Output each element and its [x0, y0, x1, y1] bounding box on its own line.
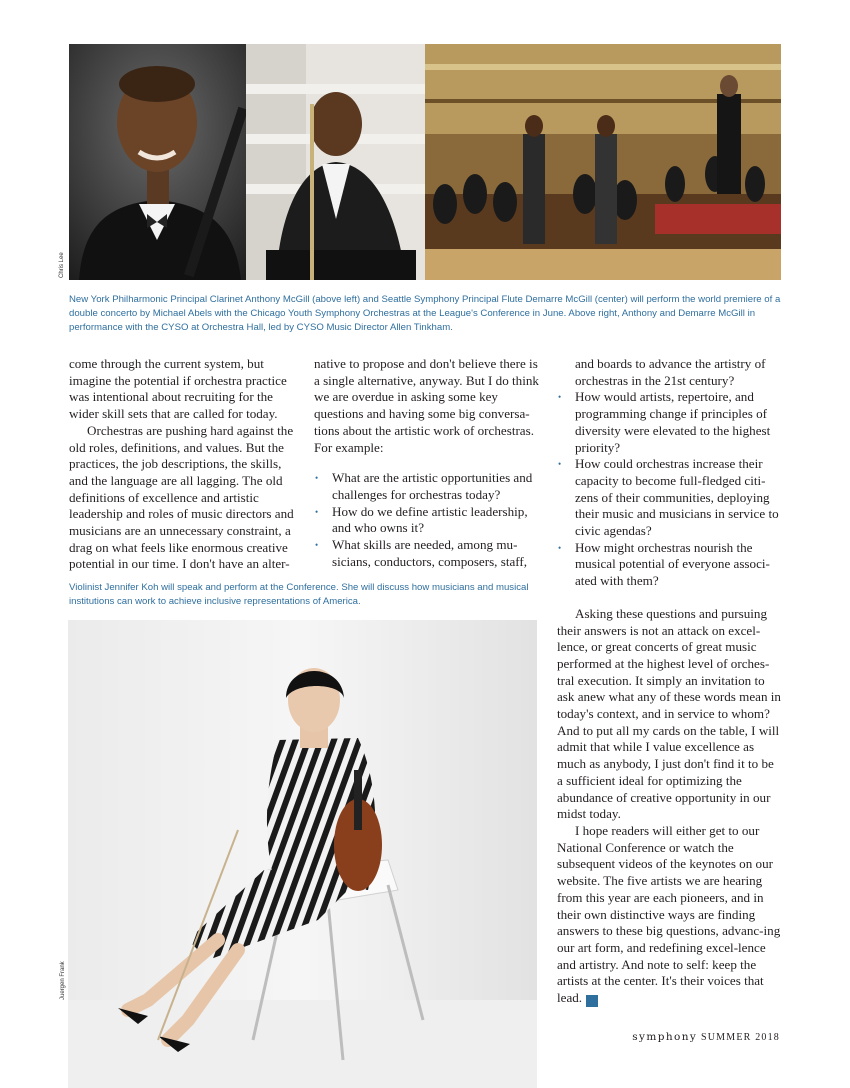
photo-credit-chris-lee: Chris Lee: [59, 252, 65, 278]
photo-demarre-mcgill: [246, 44, 425, 280]
list-item: • How would artists, repertoire, and programming change if principles of diversity were elevated to the highest priority?: [557, 389, 782, 456]
photo-jennifer-koh: [68, 620, 537, 1088]
paragraph: Asking these questions and pursuing their answers is not an attack on excel-lence, or great concerts of great music performed at the highest level of orches-tral execution. It simply an invitation to ask anew what any of these words mean in today's context, and in service to whom? And to put all my cards on the table, I will admit that while I value excellence as much as anybody, I just don't find it to be a sufficient ideal for optimizing the abundance of creative opportunity in our midst today.: [557, 605, 781, 822]
paragraph: come through the current system, but imagine the potential if orchestra practice was intentional about recruiting for the wider skill sets that are called for today.: [69, 356, 287, 422]
list-item: • How could orchestras increase their capacity to become full-fledged citi-zens of their communities, deploying their music and musicians in service to civic agendas?: [557, 456, 782, 540]
question-list: [314, 470, 542, 570]
photo-anthony-mcgill: [69, 44, 246, 280]
caption-mcgill-brothers: New York Philharmonic Principal Clarinet Anthony McGill (above left) and Seattle Symphony Principal Flute Demarre McGill (center) will perform the world premiere of a double concerto by Michael Abels with the Chicago Youth Symphony Orchestras at the League's Conference in June. Above right, Anthony and Demarre McGill in performance with the CYSO at Orchestra Hall, led by CYSO Music Director Allen Tinkham.: [69, 294, 781, 334]
paragraph: and boards to advance the artistry of orchestras in the 21st century?: [575, 356, 766, 388]
caption-jennifer-koh: Violinist Jennifer Koh will speak and perform at the Conference. She will discuss how musicians and musical institutions can work to achieve inclusive representations of America.: [69, 582, 529, 608]
article-column-2: [314, 356, 542, 570]
photo-credit-juergen-frank: Juergen Frank: [60, 961, 66, 1000]
list-item: • What skills are needed, among mu-sicians, conductors, composers, staff,: [314, 537, 542, 570]
end-mark-icon: S: [586, 995, 598, 1007]
list-item: • How do we define artistic leadership, and who owns it?: [314, 504, 542, 537]
issue-label: SUMMER 2018: [700, 1032, 780, 1043]
list-item: • How might orchestras nourish the musical potential of everyone associ-ated with them?: [557, 540, 782, 590]
paragraph-text: I hope readers will either get to our National Conference or watch the subsequent videos of the keynotes on our website. The five artists we are hearing from this year are each pioneers, and in their own distinctive ways are finding answers to these big questions, advanc-ing our art form, and redefining excel-lence and artistry. And note to self: keep the artists at the center. It's their voices that lead.: [557, 822, 781, 1006]
page-footer: [632, 1031, 780, 1043]
list-item: • What are the artistic opportunities and challenges for orchestras today?: [314, 470, 542, 503]
question-list-continued: [557, 389, 782, 589]
article-column-3: [557, 356, 782, 1007]
paragraph: native to propose and don't believe there is a single alternative, anyway. But I do think we are overdue in asking some key questions and having some big conversa-tions about the artistic work of orchestras. For example:: [314, 356, 539, 455]
paragraph: Orchestras are pushing hard against the old roles, definitions, and values. But the practices, the job descriptions, the skills, and the language are all lagging. The old definitions of excellence and artistic leadership and roles of music directors and musicians are an unnecessary constraint, a drag on what feels like enormous creative potential in our time. I don't have an alter-: [69, 422, 294, 572]
magazine-name: symphony: [632, 1031, 698, 1043]
paragraph: [557, 823, 782, 1007]
photo-orchestra-hall-performance: [425, 44, 781, 280]
article-column-1: [69, 356, 294, 573]
